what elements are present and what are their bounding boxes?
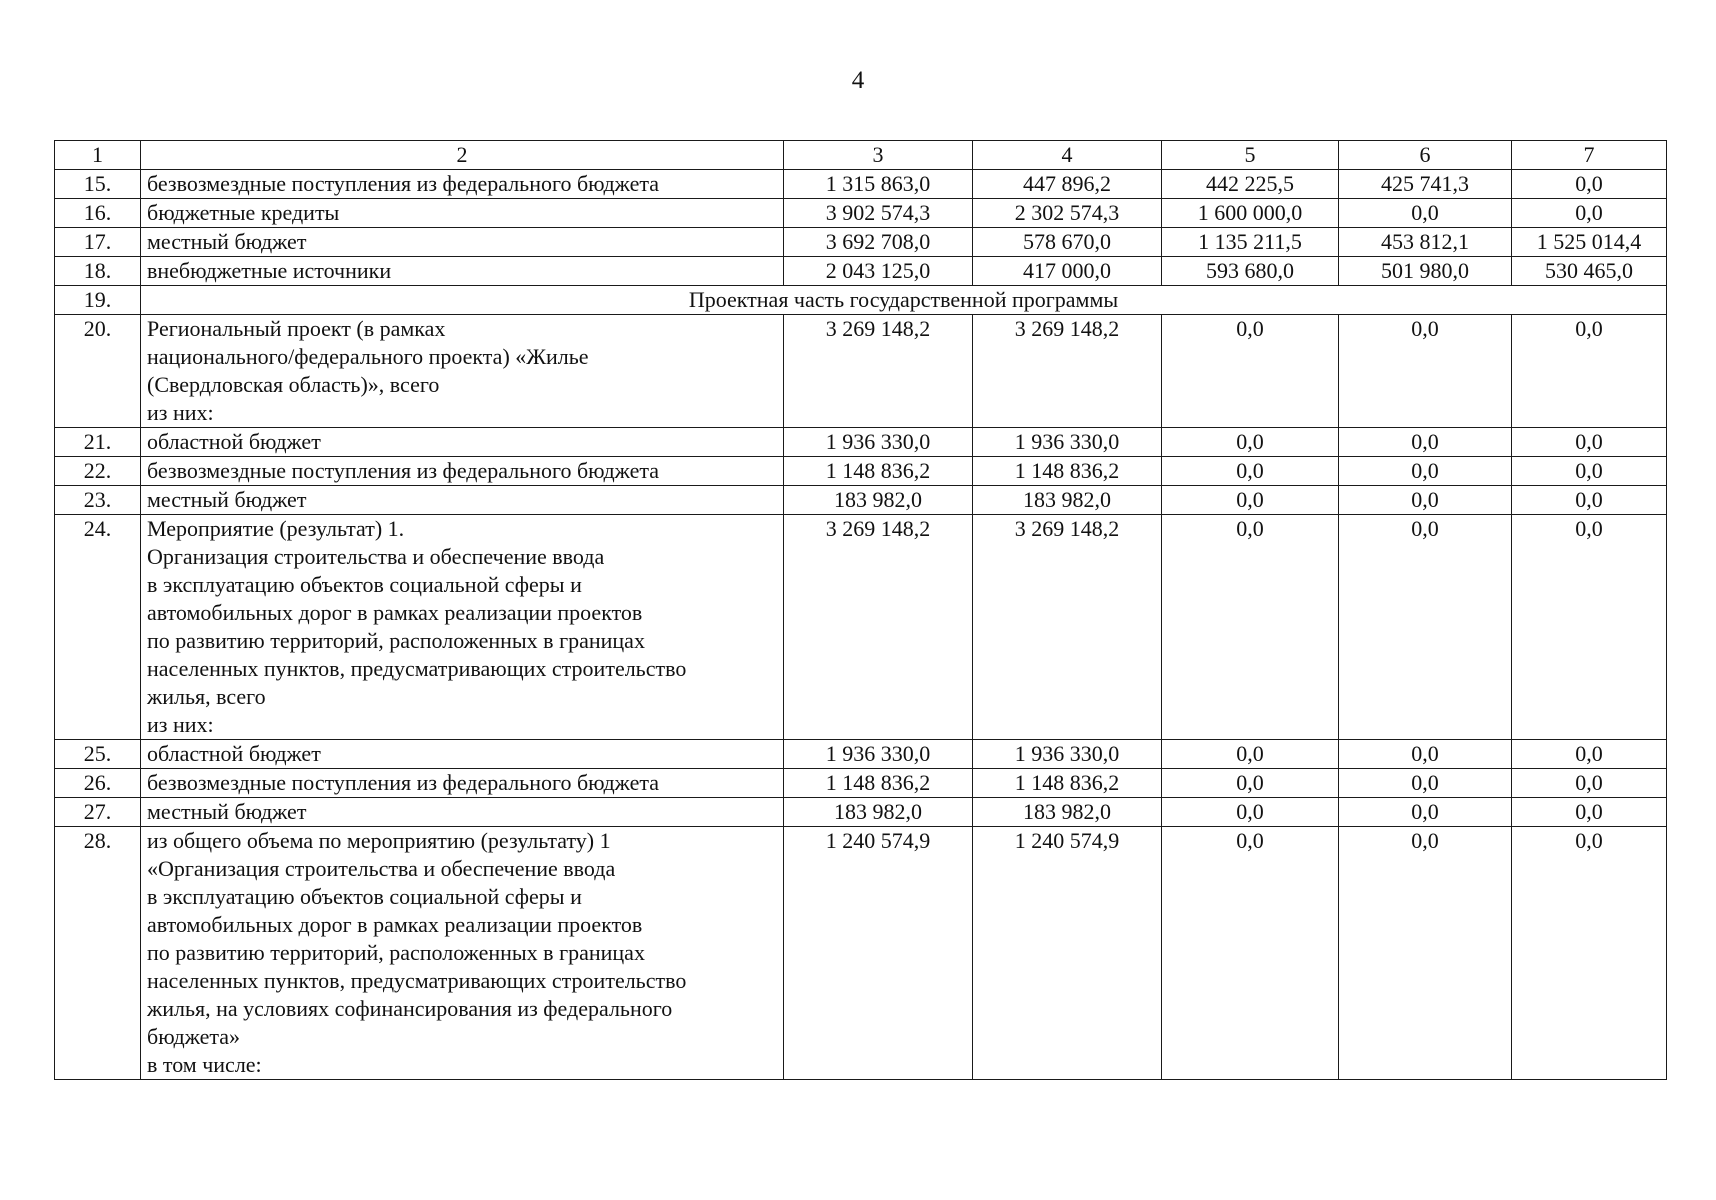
page-number: 4 bbox=[851, 67, 865, 94]
amount-cell: 0,0 bbox=[1512, 769, 1667, 798]
amount-cell: 1 240 574,9 bbox=[973, 827, 1162, 1080]
row-description: местный бюджет bbox=[141, 228, 784, 257]
amount-cell: 1 148 836,2 bbox=[784, 457, 973, 486]
amount-cell: 0,0 bbox=[1512, 486, 1667, 515]
amount-cell: 593 680,0 bbox=[1162, 257, 1339, 286]
section-title: Проектная часть государственной программы bbox=[141, 286, 1667, 315]
column-number: 6 bbox=[1339, 141, 1512, 170]
amount-cell: 0,0 bbox=[1339, 769, 1512, 798]
row-number: 28. bbox=[55, 827, 141, 1080]
amount-cell: 0,0 bbox=[1339, 457, 1512, 486]
table-row bbox=[55, 257, 1667, 286]
row-description: Региональный проект (в рамках национального/федерального проекта) «Жилье (Свердловская область)», всего из них: bbox=[141, 315, 784, 428]
amount-cell: 0,0 bbox=[1162, 428, 1339, 457]
row-description: областной бюджет bbox=[141, 740, 784, 769]
table-row bbox=[55, 228, 1667, 257]
amount-cell: 453 812,1 bbox=[1339, 228, 1512, 257]
table-row bbox=[55, 315, 1667, 428]
amount-cell: 1 936 330,0 bbox=[784, 740, 973, 769]
row-number: 15. bbox=[55, 170, 141, 199]
column-number: 2 bbox=[141, 141, 784, 170]
amount-cell: 0,0 bbox=[1339, 428, 1512, 457]
row-description: из общего объема по мероприятию (результату) 1 «Организация строительства и обеспечение ввода в эксплуатацию объектов социальной сферы и автомобильных дорог в рамках реализации проектов по развитию территорий, расположенных в границах населенных пунктов, предусматривающих строительство жилья, на условиях софинансирования из федерального бюджета» в том числе: bbox=[141, 827, 784, 1080]
column-number: 7 bbox=[1512, 141, 1667, 170]
amount-cell: 1 148 836,2 bbox=[973, 769, 1162, 798]
row-description: бюджетные кредиты bbox=[141, 199, 784, 228]
row-description: местный бюджет bbox=[141, 486, 784, 515]
row-number: 21. bbox=[55, 428, 141, 457]
amount-cell: 0,0 bbox=[1512, 315, 1667, 428]
amount-cell: 0,0 bbox=[1512, 798, 1667, 827]
amount-cell: 0,0 bbox=[1162, 740, 1339, 769]
column-number: 5 bbox=[1162, 141, 1339, 170]
table-row bbox=[55, 486, 1667, 515]
amount-cell: 0,0 bbox=[1162, 798, 1339, 827]
amount-cell: 0,0 bbox=[1162, 827, 1339, 1080]
row-description: безвозмездные поступления из федерального бюджета bbox=[141, 170, 784, 199]
amount-cell: 442 225,5 bbox=[1162, 170, 1339, 199]
row-number: 17. bbox=[55, 228, 141, 257]
table-row bbox=[55, 199, 1667, 228]
amount-cell: 1 240 574,9 bbox=[784, 827, 973, 1080]
amount-cell: 3 269 148,2 bbox=[784, 515, 973, 740]
amount-cell: 417 000,0 bbox=[973, 257, 1162, 286]
amount-cell: 3 269 148,2 bbox=[784, 315, 973, 428]
amount-cell: 1 936 330,0 bbox=[973, 428, 1162, 457]
amount-cell: 0,0 bbox=[1339, 315, 1512, 428]
amount-cell: 1 148 836,2 bbox=[973, 457, 1162, 486]
amount-cell: 425 741,3 bbox=[1339, 170, 1512, 199]
amount-cell: 183 982,0 bbox=[973, 486, 1162, 515]
amount-cell: 0,0 bbox=[1512, 170, 1667, 199]
amount-cell: 0,0 bbox=[1339, 798, 1512, 827]
row-number: 22. bbox=[55, 457, 141, 486]
table-row bbox=[55, 515, 1667, 740]
amount-cell: 0,0 bbox=[1512, 515, 1667, 740]
row-number: 24. bbox=[55, 515, 141, 740]
row-number: 23. bbox=[55, 486, 141, 515]
row-description: безвозмездные поступления из федерального бюджета bbox=[141, 457, 784, 486]
row-number: 18. bbox=[55, 257, 141, 286]
amount-cell: 1 148 836,2 bbox=[784, 769, 973, 798]
amount-cell: 0,0 bbox=[1339, 827, 1512, 1080]
amount-cell: 447 896,2 bbox=[973, 170, 1162, 199]
table-row bbox=[55, 827, 1667, 1080]
row-number: 20. bbox=[55, 315, 141, 428]
amount-cell: 1 315 863,0 bbox=[784, 170, 973, 199]
row-description: местный бюджет bbox=[141, 798, 784, 827]
table-row bbox=[55, 798, 1667, 827]
amount-cell: 0,0 bbox=[1512, 199, 1667, 228]
amount-cell: 0,0 bbox=[1162, 315, 1339, 428]
amount-cell: 0,0 bbox=[1512, 827, 1667, 1080]
amount-cell: 0,0 bbox=[1339, 740, 1512, 769]
amount-cell: 183 982,0 bbox=[784, 798, 973, 827]
amount-cell: 183 982,0 bbox=[973, 798, 1162, 827]
amount-cell: 0,0 bbox=[1162, 769, 1339, 798]
amount-cell: 0,0 bbox=[1162, 486, 1339, 515]
amount-cell: 1 600 000,0 bbox=[1162, 199, 1339, 228]
amount-cell: 0,0 bbox=[1339, 199, 1512, 228]
amount-cell: 578 670,0 bbox=[973, 228, 1162, 257]
budget-table bbox=[54, 140, 1667, 1080]
amount-cell: 3 269 148,2 bbox=[973, 315, 1162, 428]
amount-cell: 0,0 bbox=[1339, 515, 1512, 740]
table-row bbox=[55, 170, 1667, 199]
amount-cell: 3 692 708,0 bbox=[784, 228, 973, 257]
amount-cell: 0,0 bbox=[1162, 457, 1339, 486]
amount-cell: 530 465,0 bbox=[1512, 257, 1667, 286]
table-row bbox=[55, 769, 1667, 798]
amount-cell: 501 980,0 bbox=[1339, 257, 1512, 286]
row-number: 25. bbox=[55, 740, 141, 769]
row-description: внебюджетные источники bbox=[141, 257, 784, 286]
column-number: 4 bbox=[973, 141, 1162, 170]
row-description: областной бюджет bbox=[141, 428, 784, 457]
table-row bbox=[55, 740, 1667, 769]
row-number: 27. bbox=[55, 798, 141, 827]
table-row bbox=[55, 457, 1667, 486]
column-number-row bbox=[55, 141, 1667, 170]
amount-cell: 2 302 574,3 bbox=[973, 199, 1162, 228]
row-number: 16. bbox=[55, 199, 141, 228]
amount-cell: 0,0 bbox=[1339, 486, 1512, 515]
row-description: безвозмездные поступления из федерального бюджета bbox=[141, 769, 784, 798]
row-description: Мероприятие (результат) 1. Организация строительства и обеспечение ввода в эксплуатацию объектов социальной сферы и автомобильных дорог в рамках реализации проектов по развитию территорий, расположенных в границах населенных пунктов, предусматривающих строительство жилья, всего из них: bbox=[141, 515, 784, 740]
amount-cell: 0,0 bbox=[1512, 740, 1667, 769]
row-number: 26. bbox=[55, 769, 141, 798]
row-number: 19. bbox=[55, 286, 141, 315]
amount-cell: 0,0 bbox=[1512, 457, 1667, 486]
amount-cell: 2 043 125,0 bbox=[784, 257, 973, 286]
amount-cell: 0,0 bbox=[1512, 428, 1667, 457]
column-number: 1 bbox=[55, 141, 141, 170]
amount-cell: 1 936 330,0 bbox=[973, 740, 1162, 769]
amount-cell: 3 902 574,3 bbox=[784, 199, 973, 228]
section-row bbox=[55, 286, 1667, 315]
amount-cell: 1 135 211,5 bbox=[1162, 228, 1339, 257]
amount-cell: 0,0 bbox=[1162, 515, 1339, 740]
table-row bbox=[55, 428, 1667, 457]
amount-cell: 1 525 014,4 bbox=[1512, 228, 1667, 257]
amount-cell: 1 936 330,0 bbox=[784, 428, 973, 457]
amount-cell: 183 982,0 bbox=[784, 486, 973, 515]
column-number: 3 bbox=[784, 141, 973, 170]
amount-cell: 3 269 148,2 bbox=[973, 515, 1162, 740]
